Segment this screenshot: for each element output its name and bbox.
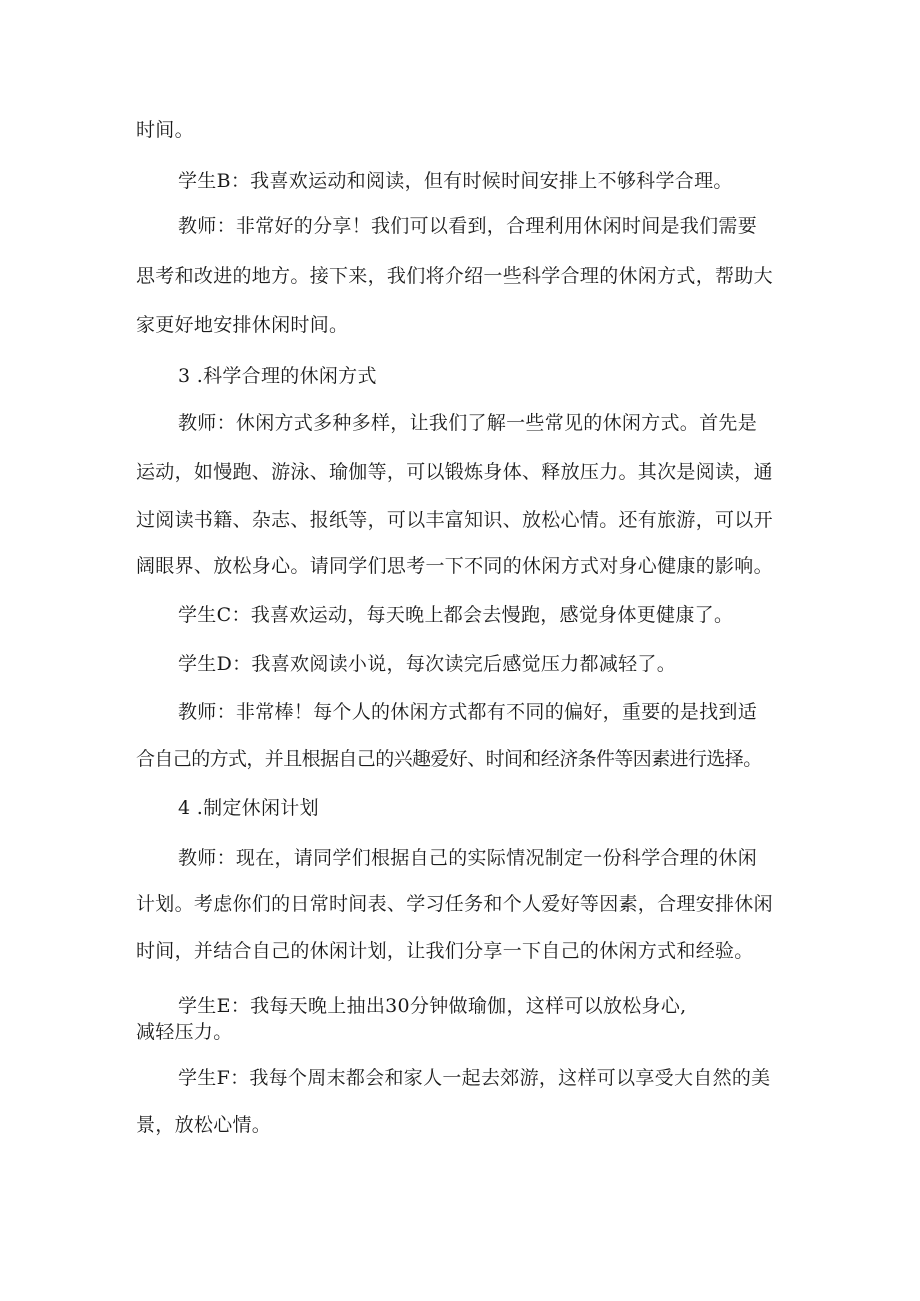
text-line: 景，放松心情。 (136, 1114, 272, 1136)
text-line: 减轻压力。 (136, 1021, 233, 1043)
text-line: 阔眼界、放松身心。请同学们思考一下不同的休闲方式对身心健康的影响。 (136, 555, 773, 577)
text-line: 时间，并结合自己的休闲计划，让我们分享一下自己的休闲方式和经验。 (136, 940, 754, 962)
section-heading: 3 .科学合理的休闲方式 (178, 365, 377, 387)
text-line: 教师：休闲方式多种多样，让我们了解一些常见的休闲方式。首先是 (178, 412, 758, 434)
text-line: 学生B：我喜欢运动和阅读，但有时候时间安排上不够科学合理。 (178, 170, 733, 192)
text-line: 教师：现在，请同学们根据自己的实际情况制定一份科学合理的休闲 (178, 847, 758, 869)
text-line: 学生C：我喜欢运动，每天晚上都会去慢跑，感觉身体更健康了。 (178, 604, 734, 626)
text-line: 时间。 (136, 119, 194, 141)
text-line: 过阅读书籍、杂志、报纸等，可以丰富知识、放松心情。还有旅游，可以开 (136, 509, 773, 531)
section-heading: 4 .制定休闲计划 (178, 797, 319, 819)
text-line: 教师：非常好的分享！我们可以看到，合理利用休闲时间是我们需要 (178, 215, 758, 237)
text-line: 计划。考虑你们的日常时间表、学习任务和个人爱好等因素，合理安排休闲 (136, 893, 773, 915)
text-line: 家更好地安排休闲时间。 (136, 314, 349, 336)
text-line: 思考和改进的地方。接下来，我们将介绍一些科学合理的休闲方式，帮助大 (136, 265, 773, 287)
text-line: 学生D：我喜欢阅读小说，每次读完后感觉压力都减轻了。 (178, 653, 677, 675)
text-line: 教师：非常棒！每个人的休闲方式都有不同的偏好，重要的是找到适 (178, 701, 758, 723)
text-line: 运动，如慢跑、游泳、瑜伽等，可以锻炼身体、释放压力。其次是阅读，通 (136, 461, 773, 483)
text-line: 学生E：我每天晚上抽出30分钟做瑜伽，这样可以放松身心, (178, 995, 687, 1017)
text-line: 学生F：我每个周末都会和家人一起去郊游，这样可以享受大自然的美 (178, 1067, 771, 1089)
text-line: 合自己的方式，并且根据自己的兴趣爱好、时间和经济条件等因素进行选择。 (136, 748, 762, 770)
